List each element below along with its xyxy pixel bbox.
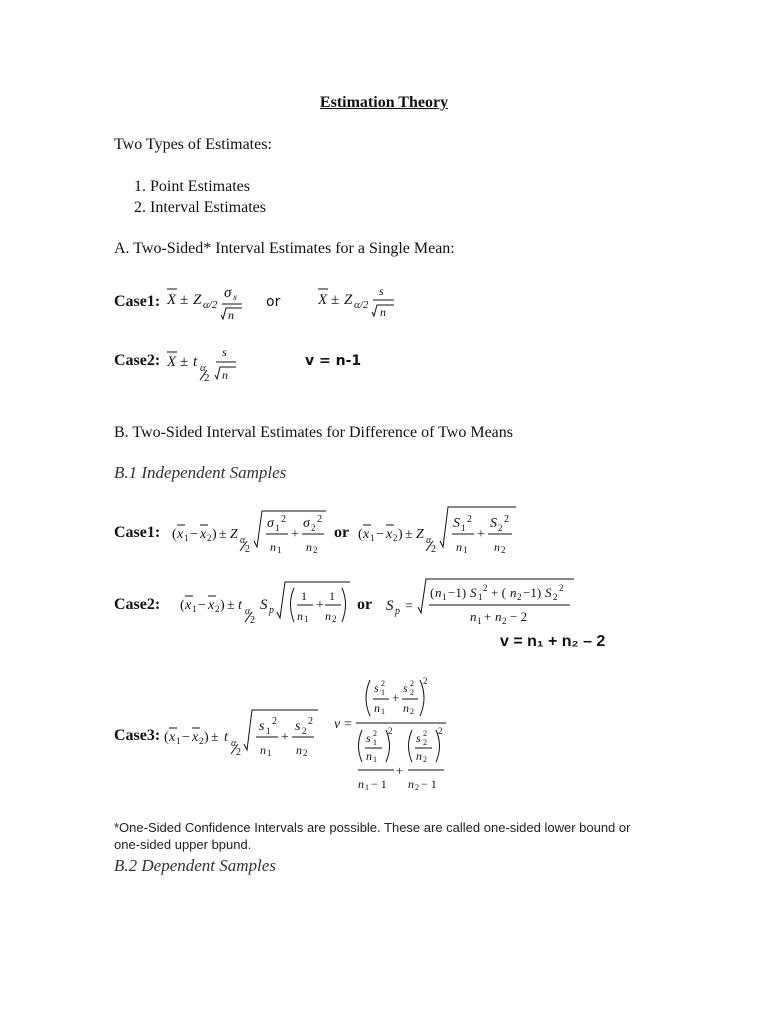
svg-text:2: 2 bbox=[393, 533, 398, 543]
svg-text:α: α bbox=[426, 535, 432, 546]
svg-text:s: s bbox=[416, 731, 421, 745]
svg-text:−: − bbox=[376, 527, 384, 542]
svg-text:n: n bbox=[470, 609, 477, 624]
svg-text:Z: Z bbox=[193, 292, 202, 308]
svg-text:±: ± bbox=[331, 292, 340, 308]
svg-text:x: x bbox=[208, 598, 215, 613]
svg-text:n: n bbox=[260, 743, 266, 757]
svg-text:s: s bbox=[295, 719, 301, 734]
svg-text:+: + bbox=[392, 690, 400, 705]
a-case1-formula-z-sigma bbox=[164, 280, 254, 325]
svg-text:2: 2 bbox=[281, 514, 286, 525]
svg-text:n: n bbox=[296, 743, 302, 757]
svg-text:x: x bbox=[169, 730, 176, 745]
svg-text:1: 1 bbox=[373, 755, 377, 764]
svg-text:1: 1 bbox=[176, 736, 181, 746]
svg-text:− 2: − 2 bbox=[510, 609, 528, 624]
svg-text:p: p bbox=[395, 606, 400, 617]
svg-text:− 1: − 1 bbox=[371, 777, 387, 791]
svg-text:2: 2 bbox=[317, 514, 322, 525]
svg-text:2: 2 bbox=[467, 514, 472, 525]
svg-text:t: t bbox=[193, 354, 198, 370]
svg-text:2: 2 bbox=[483, 583, 488, 593]
svg-text:±: ± bbox=[219, 527, 227, 542]
svg-text:2: 2 bbox=[236, 747, 241, 758]
svg-text:1: 1 bbox=[381, 688, 385, 697]
svg-text:α: α bbox=[231, 738, 237, 749]
svg-text:n: n bbox=[495, 609, 502, 624]
svg-text:n: n bbox=[366, 749, 372, 763]
svg-text:2: 2 bbox=[272, 716, 277, 727]
svg-text:+: + bbox=[291, 527, 299, 542]
svg-text:n: n bbox=[435, 585, 442, 600]
svg-text:v: v bbox=[334, 717, 341, 732]
svg-text:s: s bbox=[259, 719, 265, 734]
svg-text:s: s bbox=[379, 284, 384, 298]
svg-text:n: n bbox=[456, 540, 462, 554]
list-item-interval-estimates: 2. Interval Estimates bbox=[134, 199, 266, 216]
b-case2-dof: v = n₁ + n₂ – 2 bbox=[500, 633, 606, 650]
svg-text:n: n bbox=[358, 777, 364, 791]
svg-text:2: 2 bbox=[423, 755, 427, 764]
svg-text:x: x bbox=[233, 292, 237, 302]
svg-text:2: 2 bbox=[313, 545, 318, 555]
svg-text:n: n bbox=[416, 749, 422, 763]
svg-text:S: S bbox=[453, 516, 460, 531]
svg-text:n: n bbox=[494, 540, 500, 554]
svg-text:σ: σ bbox=[303, 516, 310, 531]
svg-text:2: 2 bbox=[388, 726, 393, 736]
svg-text:2: 2 bbox=[423, 729, 427, 738]
b-case1-formula-s bbox=[356, 503, 521, 561]
svg-text:n: n bbox=[306, 540, 312, 554]
svg-text:1: 1 bbox=[461, 523, 466, 533]
svg-text:1: 1 bbox=[477, 616, 482, 626]
b-case3-formula-dof bbox=[330, 672, 455, 802]
svg-text:1: 1 bbox=[442, 592, 447, 602]
b-case3-formula-welch bbox=[162, 704, 322, 762]
b-case3-label: Case3: bbox=[114, 727, 161, 744]
svg-text:+: + bbox=[396, 763, 404, 778]
svg-text:±: ± bbox=[227, 598, 235, 613]
b-case1-formula-sigma bbox=[170, 503, 330, 561]
b-case2-label: Case2: bbox=[114, 596, 161, 613]
svg-text:2: 2 bbox=[215, 604, 220, 614]
svg-text:+ (: + ( bbox=[491, 585, 506, 600]
a-case1-formula-z-s bbox=[316, 280, 406, 325]
svg-text:n: n bbox=[325, 609, 331, 623]
page-title: Estimation Theory bbox=[319, 94, 449, 111]
svg-text:1: 1 bbox=[304, 614, 309, 624]
svg-text:2: 2 bbox=[438, 726, 443, 736]
svg-text:2: 2 bbox=[332, 614, 337, 624]
svg-text:2: 2 bbox=[517, 592, 522, 602]
svg-text:1: 1 bbox=[463, 545, 468, 555]
footnote-line-1: *One-Sided Confidence Intervals are possible. These are called one-sided lower bound or bbox=[114, 820, 631, 835]
svg-text:2: 2 bbox=[423, 738, 427, 747]
svg-text:n: n bbox=[228, 308, 234, 322]
svg-text:): ) bbox=[204, 730, 209, 745]
a-case2-formula-t bbox=[164, 338, 244, 388]
svg-text:t: t bbox=[238, 598, 242, 613]
svg-text:α: α bbox=[200, 362, 206, 374]
svg-text:2: 2 bbox=[245, 544, 250, 555]
svg-text:n: n bbox=[270, 540, 276, 554]
b-case2-formula-sp bbox=[384, 575, 579, 627]
svg-text:(: ( bbox=[430, 585, 435, 600]
svg-text:s: s bbox=[374, 681, 379, 695]
svg-text:S: S bbox=[490, 516, 497, 531]
svg-text:σ: σ bbox=[267, 516, 274, 531]
svg-text:σ: σ bbox=[224, 285, 232, 301]
svg-text:1: 1 bbox=[370, 533, 375, 543]
svg-text:− 1: − 1 bbox=[421, 777, 437, 791]
svg-text:1: 1 bbox=[267, 748, 272, 758]
svg-text:1: 1 bbox=[329, 589, 335, 603]
svg-text:2: 2 bbox=[423, 676, 428, 686]
svg-text:2: 2 bbox=[204, 372, 210, 384]
svg-text:−: − bbox=[182, 730, 190, 745]
svg-text:−: − bbox=[198, 598, 206, 613]
svg-text:2: 2 bbox=[502, 616, 507, 626]
svg-text:2: 2 bbox=[410, 679, 414, 688]
svg-text:=: = bbox=[344, 717, 352, 732]
svg-text:x: x bbox=[177, 527, 184, 542]
section-a-heading: A. Two-Sided* Interval Estimates for a Single Mean: bbox=[114, 240, 455, 257]
a-case2-label: Case2: bbox=[114, 352, 161, 369]
svg-text:α/2: α/2 bbox=[203, 299, 218, 311]
svg-text:x: x bbox=[386, 527, 393, 542]
svg-text:α: α bbox=[240, 535, 246, 546]
svg-text:+: + bbox=[316, 598, 324, 613]
svg-text:n: n bbox=[374, 701, 380, 715]
svg-text:±: ± bbox=[405, 527, 413, 542]
footnote-line-2: one-sided upper bpund. bbox=[114, 837, 252, 852]
svg-text:+: + bbox=[281, 730, 289, 745]
svg-text:−: − bbox=[190, 527, 198, 542]
svg-text:1: 1 bbox=[192, 604, 197, 614]
svg-text:1: 1 bbox=[277, 545, 282, 555]
svg-text:2: 2 bbox=[431, 544, 436, 555]
svg-text:±: ± bbox=[211, 730, 219, 745]
svg-text:1: 1 bbox=[301, 589, 307, 603]
svg-text:2: 2 bbox=[415, 783, 419, 792]
svg-text:): ) bbox=[212, 527, 217, 542]
svg-text:(: ( bbox=[358, 527, 363, 542]
svg-text:+: + bbox=[484, 609, 492, 624]
svg-text:): ) bbox=[220, 598, 225, 613]
svg-text:(: ( bbox=[172, 527, 177, 542]
svg-text:x: x bbox=[192, 730, 199, 745]
svg-text:S: S bbox=[470, 585, 477, 600]
svg-text:2: 2 bbox=[410, 707, 414, 716]
svg-text:1: 1 bbox=[266, 726, 271, 736]
svg-text:1: 1 bbox=[275, 523, 280, 533]
svg-text:2: 2 bbox=[498, 523, 503, 533]
svg-text:+: + bbox=[477, 527, 485, 542]
svg-text:t: t bbox=[224, 730, 228, 745]
svg-text:=: = bbox=[405, 599, 413, 614]
svg-text:1: 1 bbox=[365, 783, 369, 792]
svg-text:(: ( bbox=[180, 598, 185, 613]
svg-text:x: x bbox=[363, 527, 370, 542]
svg-text:x: x bbox=[185, 598, 192, 613]
svg-text:2: 2 bbox=[303, 748, 308, 758]
svg-text:−1): −1) bbox=[448, 585, 467, 600]
svg-text:2: 2 bbox=[308, 716, 313, 727]
svg-text:Z: Z bbox=[416, 527, 424, 542]
svg-text:s: s bbox=[222, 345, 227, 359]
a-case2-dof: v = n-1 bbox=[305, 353, 362, 369]
svg-text:α/2: α/2 bbox=[354, 299, 369, 311]
svg-text:S: S bbox=[545, 585, 552, 600]
svg-text:(: ( bbox=[164, 730, 169, 745]
svg-text:2: 2 bbox=[250, 615, 255, 626]
svg-text:1: 1 bbox=[478, 592, 483, 602]
svg-text:±: ± bbox=[180, 292, 189, 308]
a-case1-or: or bbox=[266, 294, 281, 310]
svg-text:2: 2 bbox=[373, 729, 377, 738]
svg-text:X: X bbox=[318, 292, 328, 308]
svg-text:2: 2 bbox=[504, 514, 509, 525]
svg-text:p: p bbox=[269, 605, 274, 616]
list-item-point-estimates: 1. Point Estimates bbox=[134, 178, 250, 195]
svg-text:Z: Z bbox=[344, 292, 353, 308]
svg-text:n: n bbox=[297, 609, 303, 623]
b-case1-or: or bbox=[334, 524, 350, 541]
a-case1-label: Case1: bbox=[114, 293, 161, 310]
svg-text:1: 1 bbox=[184, 533, 189, 543]
svg-text:n: n bbox=[222, 368, 228, 382]
svg-text:2: 2 bbox=[207, 533, 212, 543]
svg-text:±: ± bbox=[180, 354, 189, 370]
svg-text:x: x bbox=[200, 527, 207, 542]
b2-heading: B.2 Dependent Samples bbox=[114, 856, 276, 875]
b-case2-or: or bbox=[357, 596, 373, 613]
svg-text:α: α bbox=[245, 606, 251, 617]
svg-text:n: n bbox=[403, 701, 409, 715]
svg-text:s: s bbox=[366, 731, 371, 745]
svg-text:n: n bbox=[380, 305, 386, 319]
b-case1-label: Case1: bbox=[114, 524, 161, 541]
b-case2-formula-pooled bbox=[178, 578, 353, 630]
svg-text:1: 1 bbox=[381, 707, 385, 716]
svg-text:X: X bbox=[167, 354, 177, 370]
svg-text:2: 2 bbox=[199, 736, 204, 746]
svg-text:X: X bbox=[167, 292, 177, 308]
section-b-heading: B. Two-Sided Interval Estimates for Difference of Two Means bbox=[114, 424, 513, 441]
svg-text:2: 2 bbox=[559, 583, 564, 593]
svg-text:S: S bbox=[386, 598, 394, 614]
svg-text:2: 2 bbox=[501, 545, 506, 555]
svg-text:): ) bbox=[398, 527, 403, 542]
svg-text:s: s bbox=[403, 681, 408, 695]
svg-text:1: 1 bbox=[373, 738, 377, 747]
svg-text:2: 2 bbox=[410, 688, 414, 697]
svg-text:2: 2 bbox=[381, 679, 385, 688]
b1-heading: B.1 Independent Samples bbox=[114, 463, 287, 482]
svg-text:−1): −1) bbox=[523, 585, 542, 600]
types-heading: Two Types of Estimates: bbox=[114, 136, 272, 153]
svg-text:n: n bbox=[510, 585, 517, 600]
svg-text:S: S bbox=[260, 597, 268, 613]
svg-text:2: 2 bbox=[553, 592, 558, 602]
svg-text:2: 2 bbox=[302, 726, 307, 736]
svg-text:Z: Z bbox=[230, 527, 238, 542]
svg-text:2: 2 bbox=[311, 523, 316, 533]
svg-text:n: n bbox=[408, 777, 414, 791]
